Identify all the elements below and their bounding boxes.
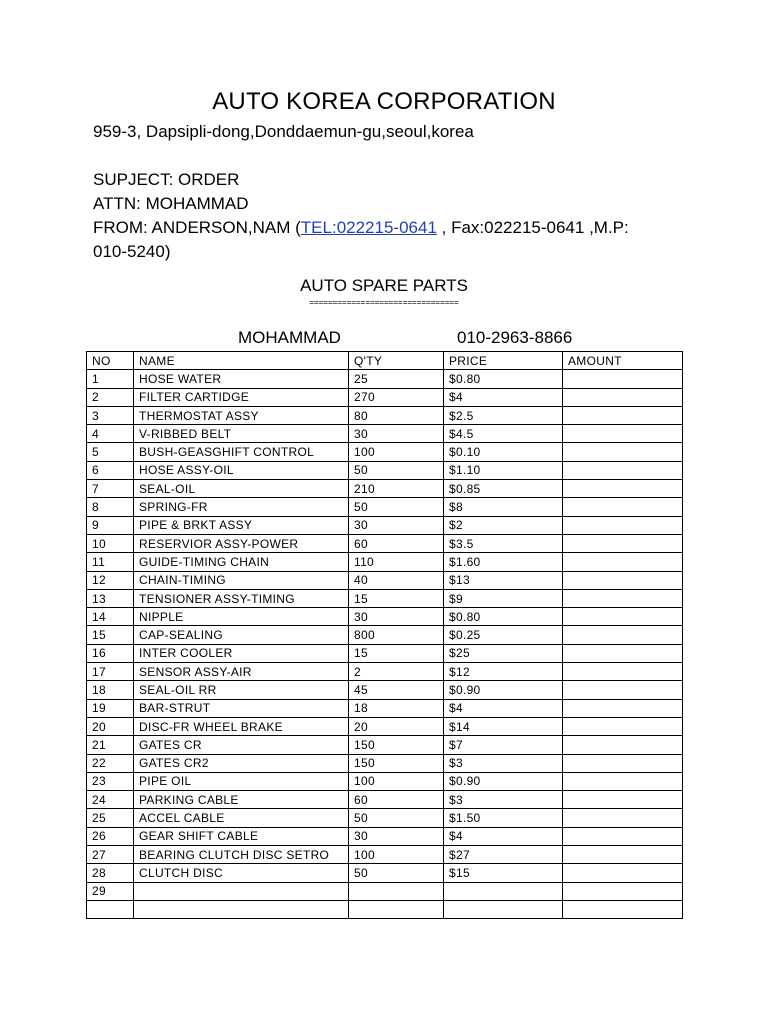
cell-qty: 25 bbox=[349, 370, 444, 388]
cell-price: $12 bbox=[444, 663, 563, 681]
cell-name: RESERVIOR ASSY-POWER bbox=[134, 534, 349, 552]
cell-no: 23 bbox=[87, 772, 134, 790]
table-row bbox=[87, 882, 683, 900]
table-header-row bbox=[87, 352, 683, 370]
cell-no: 19 bbox=[87, 699, 134, 717]
cell-price: $13 bbox=[444, 571, 563, 589]
cell-qty: 15 bbox=[349, 589, 444, 607]
cell-name: GUIDE-TIMING CHAIN bbox=[134, 553, 349, 571]
column-header-price: PRICE bbox=[444, 352, 563, 370]
table-row bbox=[87, 754, 683, 772]
cell-price: $3.5 bbox=[444, 534, 563, 552]
cell-price: $4 bbox=[444, 388, 563, 406]
cell-qty: 60 bbox=[349, 534, 444, 552]
cell-name: DISC-FR WHEEL BRAKE bbox=[134, 717, 349, 735]
cell-price: $0.90 bbox=[444, 681, 563, 699]
cell-amount bbox=[563, 754, 683, 772]
cell-amount bbox=[563, 589, 683, 607]
cell-qty: 210 bbox=[349, 480, 444, 498]
cell-name: SPRING-FR bbox=[134, 498, 349, 516]
cell-name: HOSE ASSY-OIL bbox=[134, 461, 349, 479]
cell-no: 28 bbox=[87, 864, 134, 882]
cell-price: $14 bbox=[444, 717, 563, 735]
cell-price: $1.50 bbox=[444, 809, 563, 827]
cell-price: $0.80 bbox=[444, 370, 563, 388]
cell-price: $25 bbox=[444, 644, 563, 662]
cell-price: $0.25 bbox=[444, 626, 563, 644]
cell-qty: 30 bbox=[349, 827, 444, 845]
tel-link[interactable]: TEL:022215-0641 bbox=[300, 218, 437, 237]
cell-qty: 50 bbox=[349, 461, 444, 479]
cell-name: PIPE OIL bbox=[134, 772, 349, 790]
column-header-qty: Q'TY bbox=[349, 352, 444, 370]
cell-amount bbox=[563, 443, 683, 461]
cell-amount bbox=[563, 498, 683, 516]
cell-amount bbox=[563, 791, 683, 809]
cell-qty: 80 bbox=[349, 406, 444, 424]
parts-table bbox=[86, 351, 683, 919]
table-row bbox=[87, 498, 683, 516]
cell-name: BEARING CLUTCH DISC SETRO bbox=[134, 846, 349, 864]
cell-amount bbox=[563, 516, 683, 534]
cell-no: 8 bbox=[87, 498, 134, 516]
cell-price: $8 bbox=[444, 498, 563, 516]
cell-no: 27 bbox=[87, 846, 134, 864]
cell-name: SEAL-OIL RR bbox=[134, 681, 349, 699]
cell-no: 17 bbox=[87, 663, 134, 681]
cell-name: NIPPLE bbox=[134, 608, 349, 626]
table-row bbox=[87, 388, 683, 406]
cell-name: CHAIN-TIMING bbox=[134, 571, 349, 589]
customer-phone: 010-2963-8866 bbox=[457, 328, 573, 347]
cell-amount bbox=[563, 534, 683, 552]
cell-name bbox=[134, 900, 349, 918]
cell-no: 24 bbox=[87, 791, 134, 809]
table-row bbox=[87, 864, 683, 882]
cell-amount bbox=[563, 370, 683, 388]
cell-price: $27 bbox=[444, 846, 563, 864]
cell-qty: 50 bbox=[349, 498, 444, 516]
attn-line: ATTN: MOHAMMAD bbox=[93, 194, 249, 213]
cell-price: $9 bbox=[444, 589, 563, 607]
table-row bbox=[87, 736, 683, 754]
table-row bbox=[87, 699, 683, 717]
cell-price: $4.5 bbox=[444, 425, 563, 443]
cell-qty: 50 bbox=[349, 809, 444, 827]
cell-no: 25 bbox=[87, 809, 134, 827]
cell-name: BUSH-GEASGHIFT CONTROL bbox=[134, 443, 349, 461]
table-row bbox=[87, 425, 683, 443]
table-row bbox=[87, 717, 683, 735]
cell-name: GEAR SHIFT CABLE bbox=[134, 827, 349, 845]
subject-line: SUPJECT: ORDER bbox=[93, 170, 240, 189]
cell-amount bbox=[563, 772, 683, 790]
cell-qty: 150 bbox=[349, 754, 444, 772]
from-line bbox=[93, 216, 629, 240]
cell-no: 16 bbox=[87, 644, 134, 662]
table-row bbox=[87, 608, 683, 626]
cell-qty: 30 bbox=[349, 516, 444, 534]
cell-no: 15 bbox=[87, 626, 134, 644]
cell-qty: 15 bbox=[349, 644, 444, 662]
cell-qty: 45 bbox=[349, 681, 444, 699]
cell-no: 7 bbox=[87, 480, 134, 498]
cell-qty: 30 bbox=[349, 425, 444, 443]
cell-name: BAR-STRUT bbox=[134, 699, 349, 717]
cell-amount bbox=[563, 663, 683, 681]
cell-price: $0.10 bbox=[444, 443, 563, 461]
cell-amount bbox=[563, 553, 683, 571]
cell-no: 21 bbox=[87, 736, 134, 754]
table-row bbox=[87, 443, 683, 461]
cell-name: PIPE & BRKT ASSY bbox=[134, 516, 349, 534]
cell-no: 1 bbox=[87, 370, 134, 388]
cell-qty bbox=[349, 882, 444, 900]
table-row bbox=[87, 571, 683, 589]
cell-name: INTER COOLER bbox=[134, 644, 349, 662]
cell-qty bbox=[349, 900, 444, 918]
cell-no: 29 bbox=[87, 882, 134, 900]
mobile-line: 010-5240) bbox=[93, 242, 171, 261]
cell-price: $3 bbox=[444, 754, 563, 772]
table-row bbox=[87, 626, 683, 644]
table-row bbox=[87, 589, 683, 607]
cell-no: 18 bbox=[87, 681, 134, 699]
cell-name: GATES CR bbox=[134, 736, 349, 754]
cell-name: SENSOR ASSY-AIR bbox=[134, 663, 349, 681]
cell-no: 3 bbox=[87, 406, 134, 424]
cell-no: 6 bbox=[87, 461, 134, 479]
table-row bbox=[87, 406, 683, 424]
company-address: 959-3, Dapsipli-dong,Donddaemun-gu,seoul,korea bbox=[93, 122, 474, 141]
cell-name bbox=[134, 882, 349, 900]
cell-price: $0.80 bbox=[444, 608, 563, 626]
cell-price: $4 bbox=[444, 699, 563, 717]
cell-amount bbox=[563, 864, 683, 882]
customer-name: MOHAMMAD bbox=[238, 328, 341, 347]
cell-no: 26 bbox=[87, 827, 134, 845]
cell-name: PARKING CABLE bbox=[134, 791, 349, 809]
table-row bbox=[87, 681, 683, 699]
cell-qty: 100 bbox=[349, 772, 444, 790]
cell-no: 2 bbox=[87, 388, 134, 406]
cell-price: $0.85 bbox=[444, 480, 563, 498]
table-row bbox=[87, 827, 683, 845]
from-suffix: , Fax:022215-0641 ,M.P: bbox=[436, 218, 629, 237]
cell-qty: 150 bbox=[349, 736, 444, 754]
cell-qty: 18 bbox=[349, 699, 444, 717]
from-prefix: FROM: ANDERSON,NAM ( bbox=[93, 218, 301, 237]
cell-qty: 60 bbox=[349, 791, 444, 809]
cell-amount bbox=[563, 736, 683, 754]
cell-name: CLUTCH DISC bbox=[134, 864, 349, 882]
cell-price: $1.10 bbox=[444, 461, 563, 479]
table-row bbox=[87, 663, 683, 681]
cell-qty: 50 bbox=[349, 864, 444, 882]
cell-price: $7 bbox=[444, 736, 563, 754]
cell-no: 10 bbox=[87, 534, 134, 552]
table-row bbox=[87, 791, 683, 809]
cell-price: $1.60 bbox=[444, 553, 563, 571]
cell-name: V-RIBBED BELT bbox=[134, 425, 349, 443]
column-header-amount: AMOUNT bbox=[563, 352, 683, 370]
cell-qty: 110 bbox=[349, 553, 444, 571]
cell-price: $2 bbox=[444, 516, 563, 534]
cell-qty: 30 bbox=[349, 608, 444, 626]
table-row bbox=[87, 370, 683, 388]
table-row bbox=[87, 480, 683, 498]
table-row bbox=[87, 900, 683, 918]
cell-qty: 2 bbox=[349, 663, 444, 681]
cell-no: 4 bbox=[87, 425, 134, 443]
cell-price: $3 bbox=[444, 791, 563, 809]
cell-no: 9 bbox=[87, 516, 134, 534]
cell-amount bbox=[563, 681, 683, 699]
cell-no: 20 bbox=[87, 717, 134, 735]
cell-price bbox=[444, 900, 563, 918]
cell-amount bbox=[563, 717, 683, 735]
cell-no: 22 bbox=[87, 754, 134, 772]
cell-amount bbox=[563, 699, 683, 717]
table-row bbox=[87, 772, 683, 790]
parts-table-body bbox=[87, 370, 683, 919]
section-separator: ================================ bbox=[309, 298, 459, 307]
cell-amount bbox=[563, 388, 683, 406]
cell-amount bbox=[563, 608, 683, 626]
cell-amount bbox=[563, 644, 683, 662]
cell-qty: 100 bbox=[349, 443, 444, 461]
cell-price: $15 bbox=[444, 864, 563, 882]
table-row bbox=[87, 553, 683, 571]
table-row bbox=[87, 516, 683, 534]
column-header-no: NO bbox=[87, 352, 134, 370]
cell-no: 12 bbox=[87, 571, 134, 589]
cell-price: $4 bbox=[444, 827, 563, 845]
cell-no: 11 bbox=[87, 553, 134, 571]
table-row bbox=[87, 846, 683, 864]
table-row bbox=[87, 809, 683, 827]
cell-price: $2.5 bbox=[444, 406, 563, 424]
cell-qty: 100 bbox=[349, 846, 444, 864]
cell-amount bbox=[563, 882, 683, 900]
table-row bbox=[87, 534, 683, 552]
cell-no: 13 bbox=[87, 589, 134, 607]
cell-name: FILTER CARTIDGE bbox=[134, 388, 349, 406]
cell-amount bbox=[563, 461, 683, 479]
cell-name: SEAL-OIL bbox=[134, 480, 349, 498]
cell-no: 5 bbox=[87, 443, 134, 461]
cell-amount bbox=[563, 809, 683, 827]
cell-name: TENSIONER ASSY-TIMING bbox=[134, 589, 349, 607]
cell-name: ACCEL CABLE bbox=[134, 809, 349, 827]
cell-amount bbox=[563, 827, 683, 845]
cell-qty: 40 bbox=[349, 571, 444, 589]
cell-qty: 800 bbox=[349, 626, 444, 644]
cell-name: THERMOSTAT ASSY bbox=[134, 406, 349, 424]
table-row bbox=[87, 644, 683, 662]
cell-name: HOSE WATER bbox=[134, 370, 349, 388]
cell-qty: 20 bbox=[349, 717, 444, 735]
table-row bbox=[87, 461, 683, 479]
cell-name: GATES CR2 bbox=[134, 754, 349, 772]
column-header-name: NAME bbox=[134, 352, 349, 370]
cell-name: CAP-SEALING bbox=[134, 626, 349, 644]
cell-no bbox=[87, 900, 134, 918]
cell-price: $0.90 bbox=[444, 772, 563, 790]
cell-amount bbox=[563, 425, 683, 443]
cell-amount bbox=[563, 406, 683, 424]
cell-amount bbox=[563, 480, 683, 498]
cell-amount bbox=[563, 571, 683, 589]
cell-no: 14 bbox=[87, 608, 134, 626]
cell-amount bbox=[563, 900, 683, 918]
cell-amount bbox=[563, 626, 683, 644]
company-title: AUTO KOREA CORPORATION bbox=[212, 88, 556, 115]
section-title: AUTO SPARE PARTS bbox=[300, 276, 468, 295]
cell-amount bbox=[563, 846, 683, 864]
cell-price bbox=[444, 882, 563, 900]
cell-qty: 270 bbox=[349, 388, 444, 406]
